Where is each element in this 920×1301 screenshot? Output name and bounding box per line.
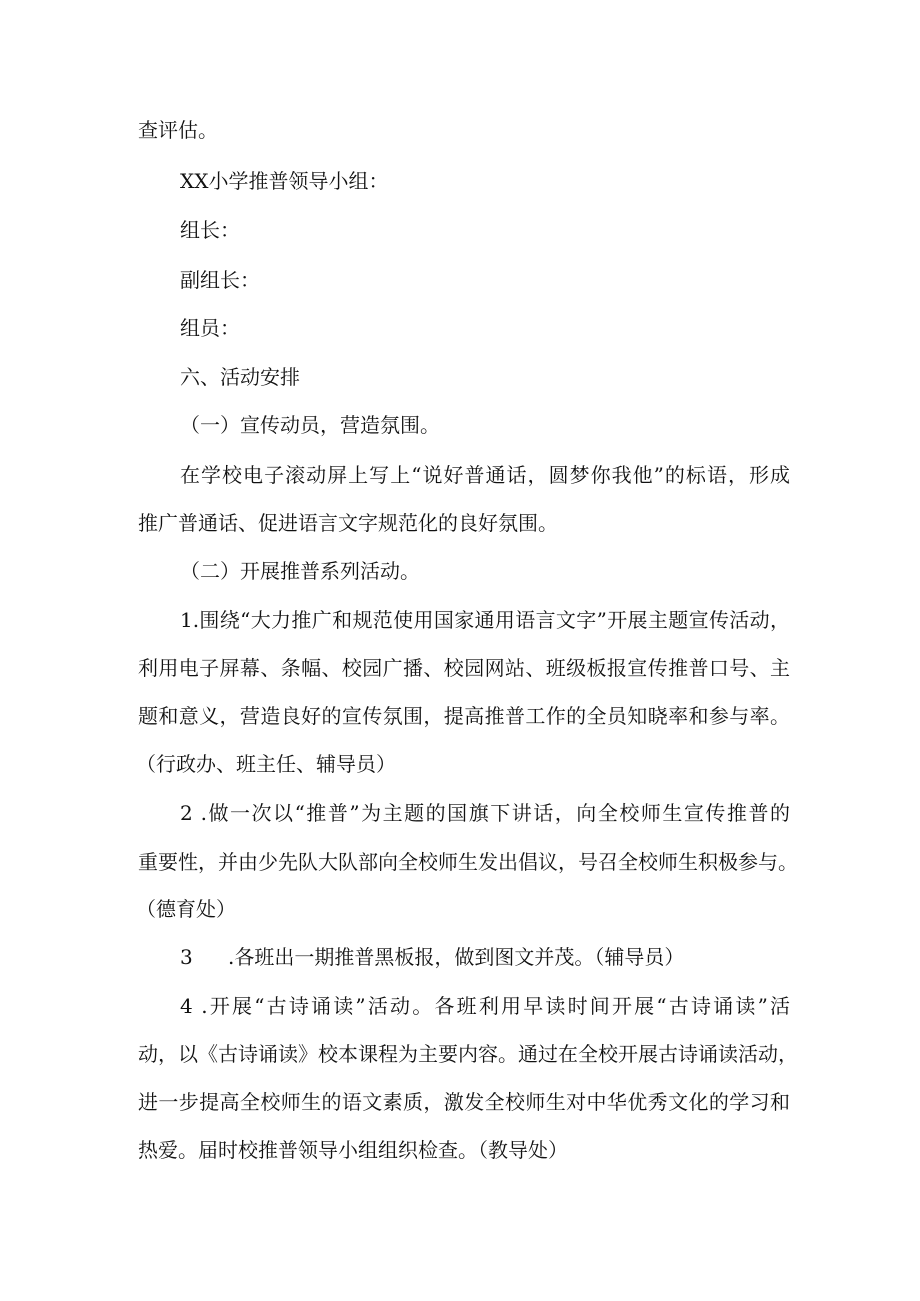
list-item-line: 利用电子屏幕、条幅、校园广播、校园网站、班级板报宣传推普口号、主: [138, 656, 790, 680]
section-heading: 六、活动安排: [180, 365, 300, 389]
list-item-line: 题和意义，营造良好的宣传氛围，提高推普工作的全员知晓率和参与率。: [138, 704, 790, 728]
paragraph-line: 推广普通话、促进语言文字规范化的良好氛围。: [138, 511, 558, 535]
subsection-heading: （二）开展推普系列活动。: [180, 559, 420, 583]
list-item-line: 热爱。届时校推普领导小组组织检查。（教导处）: [138, 1138, 568, 1162]
list-item-line: （德育处）: [136, 897, 236, 921]
list-item-number: 3: [180, 945, 193, 969]
list-item-line: 2 .做一次以“推普”为主题的国旗下讲话，向全校师生宣传推普的: [180, 801, 790, 825]
list-item-line: 进一步提高全校师生的语文素质，激发全校师生对中华优秀文化的学习和: [138, 1090, 790, 1114]
paragraph-line: 查评估。: [138, 118, 218, 142]
group-members-label: 组员：: [180, 316, 240, 340]
list-item-line: 重要性，并由少先队大队部向全校师生发出倡议，号召全校师生积极参与。: [138, 850, 798, 874]
group-leader-label: 组长：: [180, 218, 240, 242]
subsection-heading: （一）宣传动员，营造氛围。: [180, 413, 440, 437]
deputy-leader-label: 副组长：: [180, 268, 260, 292]
leadership-group-heading: XX小学推普领导小组：: [180, 169, 389, 193]
paragraph-line: 在学校电子滚动屏上写上“说好普通话，圆梦你我他”的标语，形成: [180, 463, 790, 487]
list-item-line: 4 .开展“古诗诵读”活动。各班利用早读时间开展“古诗诵读”活: [180, 994, 790, 1018]
list-item-line: [180, 943, 684, 971]
list-item-line: 动，以《古诗诵读》校本课程为主要内容。通过在全校开展古诗诵读活动，: [138, 1042, 798, 1066]
list-item-line: （行政办、班主任、辅导员）: [136, 752, 396, 776]
list-item-text: .各班出一期推普黑板报，做到图文并茂。（辅导员）: [228, 945, 685, 969]
list-item-line: 1.围绕“大力推广和规范使用国家通用语言文字”开展主题宣传活动，: [180, 608, 790, 632]
